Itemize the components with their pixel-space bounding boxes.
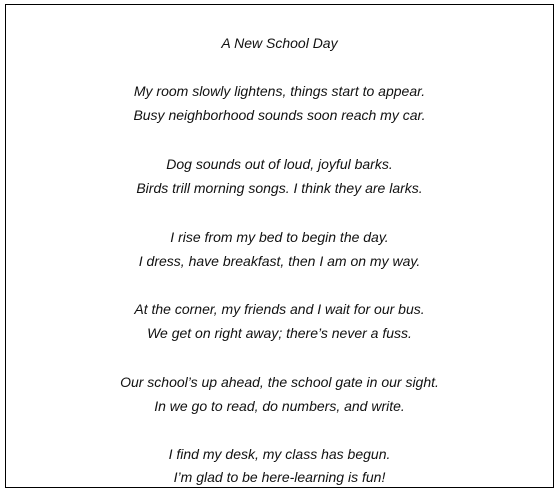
stanza-6-line-2: I’m glad to be here-learning is fun! (173, 469, 386, 485)
stanza-2-line-1: Dog sounds out of loud, joyful barks. (166, 156, 393, 172)
stanza-4-line-2: We get on right away; there’s never a fuss. (147, 325, 412, 341)
poem-page (5, 4, 554, 488)
stanza-1-line-2: Busy neighborhood sounds soon reach my car. (133, 107, 426, 123)
stanza-3-line-2: I dress, have breakfast, then I am on my way. (138, 253, 421, 269)
stanza-5-line-1: Our school’s up ahead, the school gate in our sight. (120, 374, 439, 390)
poem-title: A New School Day (221, 35, 338, 51)
stanza-1-line-1: My room slowly lightens, things start to appear. (133, 83, 426, 99)
stanza-4-line-1: At the corner, my friends and I wait for our bus. (134, 301, 425, 317)
stanza-2-line-2: Birds trill morning songs. I think they are larks. (136, 180, 423, 196)
stanza-3-line-1: I rise from my bed to begin the day. (170, 229, 389, 245)
stanza-6-line-1: I find my desk, my class has begun. (168, 446, 391, 462)
stanza-5-line-2: In we go to read, do numbers, and write. (154, 398, 405, 414)
